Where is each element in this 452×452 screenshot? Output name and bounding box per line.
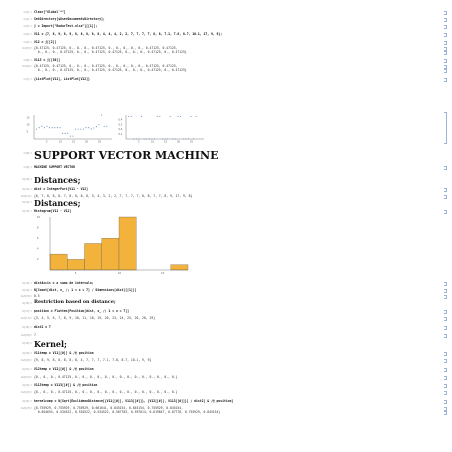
data-point [175,138,176,139]
y-tick-label: 8 [37,226,39,230]
cell-label: Out[5]= [22,47,32,51]
input-cell[interactable]: N[Count[dist, x_ /; 1 < x < 7] / Dimensions[dist][[1]]] [34,288,137,292]
x-tick-label: 25 [190,140,194,143]
data-point [44,127,45,128]
y-tick-label: 2 [37,258,39,262]
output-cell: {0.755929, 0.755929, 0.755929, 0.661641, 0.845154, 0.845154, 0.755929, 0.845154, [34,406,184,410]
cell-label: In[4]:= [23,33,32,37]
cell-bracket[interactable] [444,25,447,29]
input-cell[interactable]: {ListPlot[V11], ListPlot[V12]} [34,77,90,81]
data-point [41,126,42,127]
data-point [138,138,139,139]
list-plot-1[interactable] [26,113,114,143]
data-point [151,138,152,139]
cell-label: Out[17]= [20,317,32,321]
section-heading-distances[interactable]: Distances; [34,175,81,185]
input-cell[interactable]: dist = IntegerPart[V11 - V12] [34,187,89,191]
y-tick-label: 6 [37,237,39,240]
cell-bracket[interactable] [444,334,447,338]
data-point [167,138,168,139]
output-cell: {0., 0., 0., 0.47125, 0., 0., 0., 0., 0., 0., 0., 0., 0., 0., 0., 0., 0., 0.} [34,390,178,394]
section-title-main[interactable]: SUPPORT VECTOR MACHINE [34,149,219,162]
cell-bracket[interactable] [444,359,447,363]
cell-bracket[interactable] [444,41,447,45]
cell-label: In[15]:= [22,289,32,293]
y-tick-label: 0.2 [118,128,123,132]
output-cell: 0.654654, 0.534522, 0.534522, 0.534522, 0.567783, 0.597614, 0.619847, 0.67778, 0.755929, 0.845154} [34,410,221,414]
cell-label: In[11]:= [22,188,32,192]
data-point [49,127,50,128]
data-point [188,138,189,139]
cell-label: In[23]:= [22,400,32,404]
data-point [106,126,107,127]
y-tick-label: 10 [37,215,41,219]
data-point [185,138,186,139]
x-tick-label: 10 [59,140,63,143]
cell-label: In[12]:= [22,201,32,204]
data-point [164,138,165,139]
input-cell[interactable]: V11temp = V11[[#]] & /@ position [34,351,94,355]
data-point [146,138,147,139]
data-point [83,129,84,130]
input-cell[interactable]: Histogram[V11 - V12] [34,209,72,213]
cell-bracket[interactable] [444,384,447,388]
cell-label: Out[18]= [20,334,32,338]
cell-label: In[19]:= [22,342,32,345]
cell-bracket[interactable] [444,78,447,82]
data-point [128,116,129,117]
output-cell: 7 [34,333,36,337]
section-heading-kernel[interactable]: Kernel; [34,339,67,349]
input-cell[interactable]: position = Flatten[Position[dist, x_ /; 1 < x < 7]] [34,309,129,313]
cell-label: In[13]:= [22,210,32,214]
cell-bracket[interactable] [444,18,447,22]
data-point [46,126,47,127]
data-point [180,116,181,117]
data-point [54,127,55,128]
x-tick-label: 20 [177,140,181,143]
input-cell[interactable]: distAccis = a suma de intervalo; [34,281,94,285]
scatter-chart [26,113,114,143]
cell-label: Out[6]= [22,65,32,69]
cell-bracket[interactable] [444,112,447,144]
y-tick-label: 5 [26,130,29,134]
input-cell[interactable]: V12 = j[[2]] [34,40,57,44]
input-cell[interactable]: V113 = j[[30]] [34,58,61,62]
data-point [101,114,102,115]
cell-label: Out[22]= [20,391,32,395]
cell-bracket[interactable] [444,166,447,170]
x-tick-label: 10 [118,272,122,275]
input-cell[interactable]: j = Import["RadarTest.xlsx"][[1]]; [34,24,98,28]
data-point [98,124,99,125]
output-cell: 0., 0., 0., 0.47125, 0., 0., 0.47125, 0.47125, 0., 0., 0., 0.47125, 0., 0.47125} [34,68,187,72]
cell-label: In[22]:= [22,384,32,388]
cell-label: In[1]:= [23,11,32,15]
cell-label: In[8]:= [23,152,32,155]
output-cell: {6, 7, 8, 8, 8, 7, 8, 8, 8, 8, 3, 4, 3, 2, 2, 7, 7, 7, 7, 8, 8, 7, 7, 8, 9, 17, 9, 8} [34,194,193,198]
output-cell: {9, 8, 9, 8, 8, 8, 8, 8, 4, 7, 7, 7, 7.1, 7.8, 8.7, 10.1, 9, 9} [34,358,152,362]
y-tick-label: 4 [37,247,39,251]
cell-bracket[interactable] [444,282,447,286]
input-cell[interactable]: V12temp = V12[[#]] & /@ position [34,367,94,371]
cell-label: In[20]:= [22,352,32,356]
cell-label: In[10]:= [22,178,32,181]
output-cell: 0., 0., 0., 0.47125, 0., 0., 0.47125, 0.47125, 0., 0., 0., 0.47125, 0., 0.47125} [34,50,187,54]
output-cell: {0.47125, 0.47125, 0., 0., 0., 0.47125, 0., 0., 0., 0., 0., 0.47125, 0.47125, [34,46,178,50]
cell-bracket[interactable] [444,59,447,63]
histogram-plot[interactable] [36,214,192,276]
data-point [57,127,58,128]
data-point [183,138,184,139]
input-cell[interactable]: SetDirectory[$UserDocumentsDirectory]; [34,17,105,21]
cell-bracket[interactable] [444,368,447,372]
y-tick-label: 0.1 [118,133,123,136]
cell-label: In[14]:= [22,282,32,286]
y-tick-label: 15 [26,116,30,120]
cell-bracket[interactable] [444,326,447,330]
cell-label: In[7]:= [23,78,32,82]
cell-bracket[interactable] [444,391,447,395]
data-point [52,127,53,128]
input-cell[interactable]: MACHINE SUPPORT VECTOR [34,165,75,169]
data-point [39,127,40,128]
data-point [70,136,71,137]
cell-bracket[interactable] [444,317,447,321]
input-cell[interactable]: dist2 = 7 [34,325,51,329]
data-point [67,133,68,134]
cell-bracket[interactable] [444,210,447,214]
list-plot-2[interactable] [118,113,206,143]
input-cell[interactable]: V11 = {7, 8, 9, 8, 9, 8, 8, 8, 8, 8, 4, 4, 4, 2, 2, 7, 7, 7, 7, 8, 8, 7.1, 7.8, 8.7, 10.1, 17, 9, 9}; [34,32,223,36]
cell-label: Out[21]= [20,376,32,380]
data-point [85,127,86,128]
data-point [144,138,145,139]
data-point [170,116,171,117]
output-cell: 0.5 [34,294,40,298]
x-tick-label: 15 [161,272,165,275]
data-point [149,138,150,139]
data-point [78,129,79,130]
histogram-bar [102,238,119,270]
cell-label: Out[20]= [20,359,32,363]
data-point [159,116,160,117]
x-tick-label: 5 [138,140,140,143]
data-point [59,127,60,128]
output-cell: {0.47125, 0.47125, 0., 0., 0., 0.47125, 0., 0., 0., 0., 0., 0.47125, 0.47125, [34,64,178,68]
input-cell[interactable]: kernelcomp = N[Sqrt[EuclideanDistance[{V11[[#]], V113[[#]]}, {V12[[#]], V113[[#]]}] / dist2] & /@ position] [34,399,234,403]
output-cell: {0., 0., 0., 0.47125, 0., 0., 0., 0., 0., 0., 0., 0., 0., 0., 0., 0., 0., 0.} [34,375,178,379]
histogram-bar [171,265,188,270]
scatter-chart [118,113,206,143]
cell-bracket[interactable] [444,11,447,15]
x-tick-label: 5 [46,140,48,143]
x-tick-label: 10 [151,140,155,143]
data-point [193,138,194,139]
cell-label: In[3]:= [23,25,32,29]
data-point [91,128,92,129]
data-point [141,116,142,117]
histogram-bar [50,254,67,270]
data-point [131,116,132,117]
y-tick-label: 0.4 [118,118,123,122]
data-point [104,126,105,127]
cell-bracket[interactable] [444,310,447,314]
x-tick-label: 15 [164,140,168,143]
data-point [36,129,37,130]
data-point [162,138,163,139]
data-point [157,116,158,117]
cell-label: Out[23]= [20,407,32,411]
data-point [172,138,173,139]
section-heading-restriction[interactable]: Restriction based on distance; [34,299,116,305]
cell-bracket[interactable] [444,376,447,380]
cell-label: In[16]:= [22,302,32,305]
cell-label: In[9]:= [23,166,32,170]
data-point [88,127,89,128]
histogram-bar [67,259,84,270]
input-cell[interactable]: V113temp = V113[[#]] & /@ position [34,383,98,387]
data-point [136,138,137,139]
data-point [62,133,63,134]
cell-label: Out[15]= [20,295,32,299]
cell-label: In[21]:= [22,368,32,372]
data-point [190,116,191,117]
section-heading-distances-2[interactable]: Distances; [34,198,81,208]
cell-label: Out[11]= [20,195,32,199]
cell-bracket[interactable] [444,295,447,299]
cell-label: In[17]:= [22,310,32,314]
cell-bracket[interactable] [444,411,447,415]
cell-label: In[6]:= [23,59,32,63]
cell-bracket[interactable] [444,188,447,192]
cell-label: In[5]:= [23,41,32,45]
y-tick-label: 0.3 [118,123,123,127]
data-point [72,136,73,137]
cell-bracket[interactable] [444,400,447,404]
cell-label: In[18]:= [22,326,32,330]
data-point [196,116,197,117]
cell-bracket[interactable] [444,69,447,73]
data-point [133,138,134,139]
histogram-bar [119,217,136,270]
x-tick-label: 15 [72,140,76,143]
cell-bracket[interactable] [444,51,447,55]
data-point [177,116,178,117]
y-tick-label: 10 [26,123,30,127]
output-cell: {3, 4, 5, 6, 7, 8, 9, 10, 11, 18, 19, 20, 23, 24, 25, 26, 28, 29} [34,316,156,320]
cell-bracket[interactable] [444,289,447,293]
data-point [80,129,81,130]
cell-label: In[2]:= [23,18,32,22]
histogram-chart [36,214,192,276]
x-tick-label: 25 [98,140,102,143]
x-tick-label: 20 [85,140,89,143]
data-point [65,133,66,134]
data-point [75,129,76,130]
cell-bracket[interactable] [444,352,447,356]
histogram-bar [85,244,102,271]
input-cell[interactable]: Clear["Global`*"] [34,10,66,14]
data-point [154,138,155,139]
data-point [93,127,94,128]
cell-bracket[interactable] [444,195,447,199]
x-tick-label: 5 [74,272,77,275]
cell-bracket[interactable] [444,33,447,37]
data-point [96,126,97,127]
